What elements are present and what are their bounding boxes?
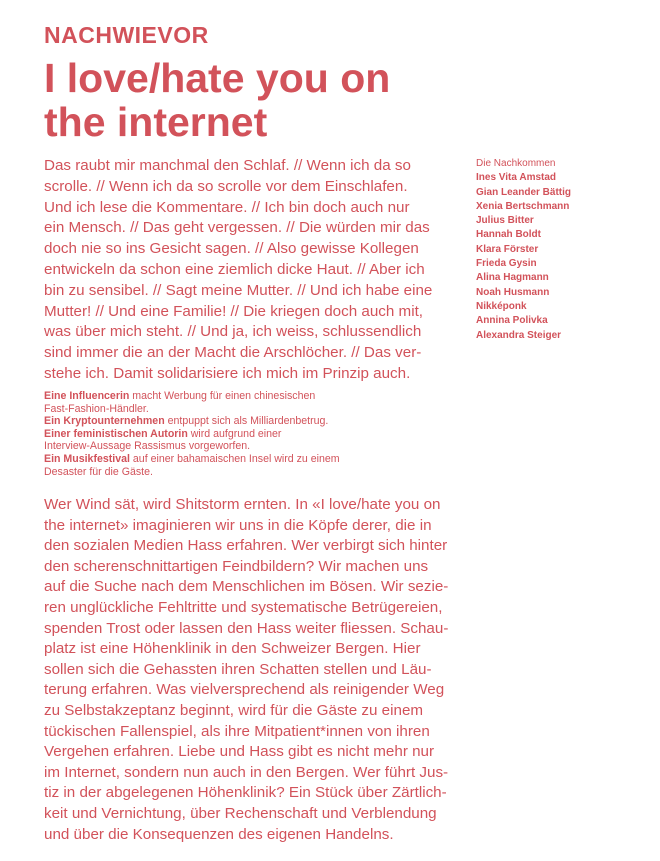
intro-line: stehe ich. Damit solidarisiere ich mich im Prinzip auch. <box>44 364 411 382</box>
cast-member: Ines Vita Amstad <box>476 172 557 184</box>
intro-line: was über mich steht. // Und ja, ich weiss, schlussendlich <box>44 323 422 341</box>
note-4-subject: Ein Musikfestival <box>44 452 130 465</box>
cast-member: Annina Polivka <box>476 315 548 327</box>
intro-line: entwickeln da schon eine ziemlich dicke Haut. // Aber ich <box>44 260 425 278</box>
cast-member: Noah Husmann <box>476 286 550 298</box>
note-1-text: macht Werbung für einen chinesischen <box>129 390 316 402</box>
cast-list-heading: Die Nachkommen <box>476 158 556 169</box>
cast-member: Alexandra Steiger <box>476 329 562 341</box>
page-title <box>44 56 504 144</box>
main-line: auf die Suche nach dem Menschlichen im Bösen. Wir sezie- <box>44 578 449 596</box>
cast-member: Klara Förster <box>476 243 539 255</box>
intro-line: ein Mensch. // Das geht vergessen. // Die würden mir das <box>44 219 430 237</box>
main-line: zu Selbstakzeptanz beginnt, wird für die Gäste zu einem <box>44 701 424 719</box>
main-line: und über die Konsequenzen des eigenen Handelns. <box>44 825 394 843</box>
note-3-subject: Einer feministischen Autorin <box>44 427 188 440</box>
intro-line: Mutter! // Und eine Familie! // Die kriegen doch auch mit, <box>44 302 424 320</box>
note-1 <box>44 390 444 403</box>
note-4 <box>44 453 444 466</box>
section-kicker: NACHWIEVOR <box>44 22 209 48</box>
main-line: keit und Vernichtung, über Rechenschaft und Verblendung <box>44 804 437 822</box>
intro-line: Das raubt mir manchmal den Schlaf. // Wenn ich da so <box>44 157 411 174</box>
cast-member: Hannah Boldt <box>476 229 541 241</box>
main-line: tiz in der abgelegenen Höhenklinik? Ein Stück über Zärtlich- <box>44 784 447 802</box>
cast-member: Nikképonk <box>476 300 527 312</box>
note-1-subject: Eine Influencerin <box>44 390 130 402</box>
main-line: Vergehen erfahren. Liebe und Hass gibt es nicht mehr nur <box>44 743 435 761</box>
main-line: ren unglückliche Fehltritte und systematische Betrügereien, <box>44 598 443 616</box>
scenario-notes <box>44 390 444 478</box>
intro-line: doch nie so ins Gesicht sagen. // Also gewisse Kollegen <box>44 240 419 258</box>
main-line: spenden Trost oder lassen den Hass weiter fliessen. Schau- <box>44 619 449 637</box>
main-line: Wer Wind sät, wird Shitstorm ernten. In «I love/hate you on <box>44 496 441 513</box>
cast-member: Xenia Bertschmann <box>476 200 570 212</box>
title-line-2: the internet <box>44 99 268 145</box>
main-line: sollen sich die Gehassten ihren Schatten stellen und Läu- <box>44 660 432 678</box>
note-2-text: entpuppt sich als Milliardenbetrug. <box>164 415 329 428</box>
note-3-text: wird aufgrund einer <box>187 427 282 440</box>
main-line: den sozialen Medien Hass erfahren. Wer verbirgt sich hinter <box>44 537 448 555</box>
cast-member: Julius Bitter <box>476 215 534 227</box>
cast-member: Frieda Gysin <box>476 258 537 270</box>
note-3-line-2: Interview-Aussage Rassismus vorgeworfen. <box>44 440 251 453</box>
note-3 <box>44 428 444 441</box>
main-line: terung erfahren. Was vielversprechend als reinigender Weg <box>44 681 445 699</box>
main-line: tückischen Fallenspiel, als ihre Mitpatient*innen von ihren <box>44 722 430 740</box>
intro-line: scrolle. // Wenn ich da so scrolle vor dem Einschlafen. <box>44 177 408 195</box>
note-2 <box>44 415 444 428</box>
main-line: den scherenschnittartigen Feindbildern? Wir machen uns <box>44 557 429 575</box>
title-line-1: I love/hate you on <box>44 55 391 101</box>
intro-line: sind immer die an der Macht die Arschlöcher. // Das ver- <box>44 344 422 362</box>
main-line: im Internet, sondern nun auch in den Bergen. Wer führt Jus- <box>44 763 449 781</box>
intro-paragraph <box>44 156 444 385</box>
note-4-text: auf einer bahamaischen Insel wird zu einem <box>129 452 340 465</box>
intro-line: bin zu sensibel. // Sagt meine Mutter. // Und ich habe eine <box>44 281 433 299</box>
main-line: platz ist eine Höhenklinik in den Schweizer Bergen. Hier <box>44 640 421 658</box>
note-2-subject: Ein Kryptounternehmen <box>44 415 165 428</box>
cast-member: Gian Leander Bättig <box>476 186 572 198</box>
intro-line: Und ich lese die Kommentare. // Ich bin doch auch nur <box>44 198 410 216</box>
main-line: the internet» imaginieren wir uns in die Köpfe derer, die in <box>44 516 432 534</box>
cast-list <box>476 157 646 343</box>
note-1-line-2: Fast-Fashion-Händler. <box>44 402 149 415</box>
note-4-line-2: Desaster für die Gäste. <box>44 465 153 478</box>
cast-member: Alina Hagmann <box>476 272 549 284</box>
main-paragraph <box>44 495 464 845</box>
